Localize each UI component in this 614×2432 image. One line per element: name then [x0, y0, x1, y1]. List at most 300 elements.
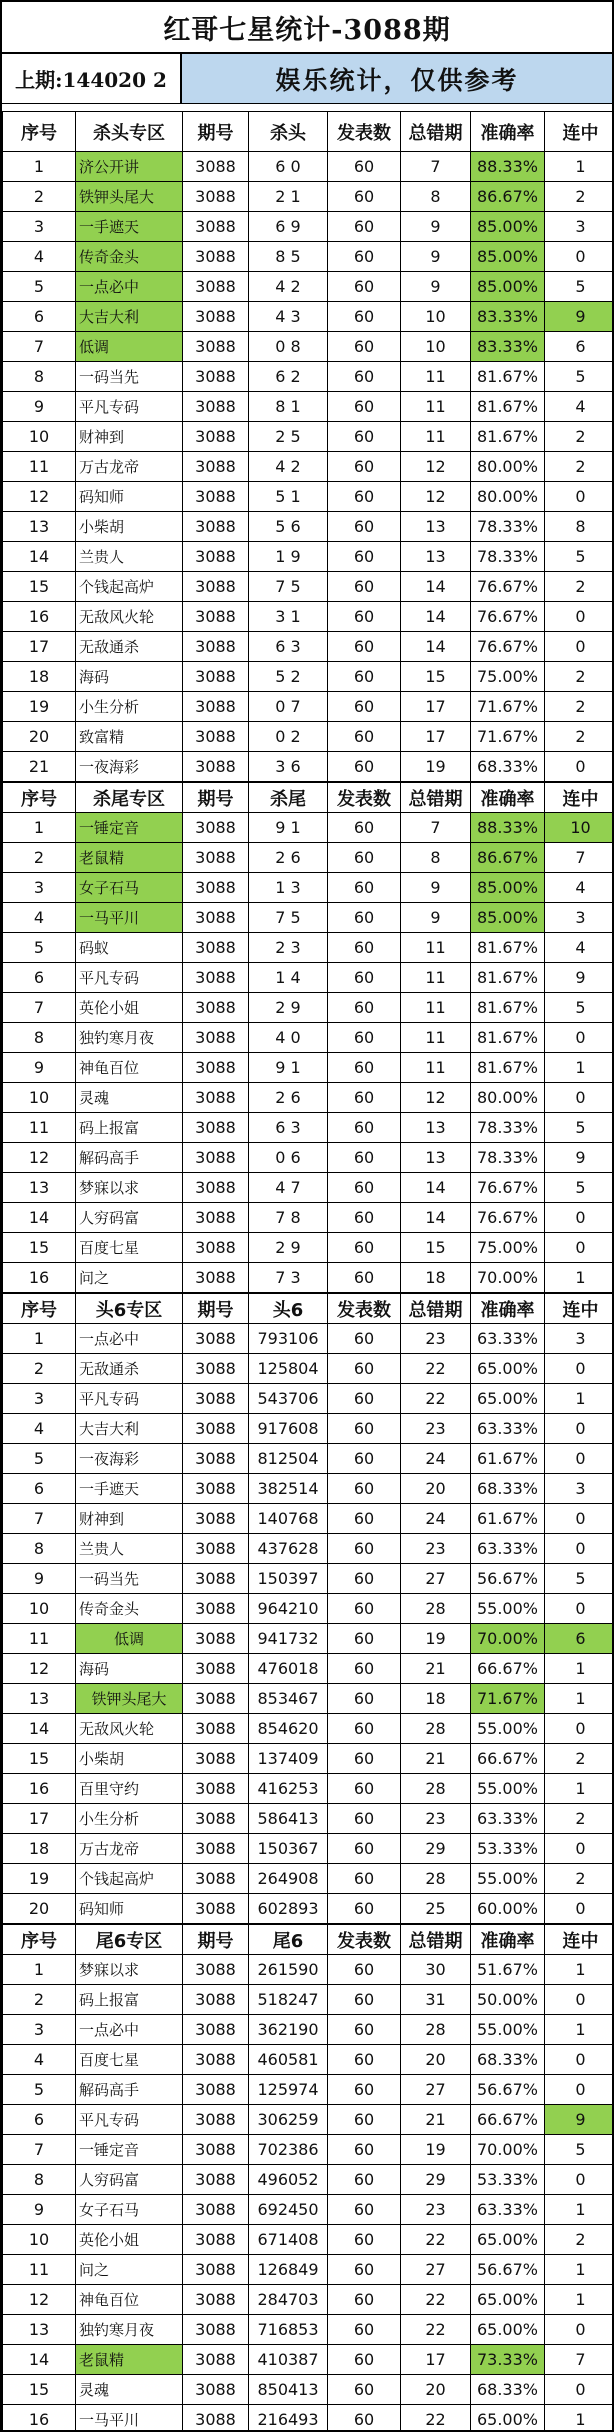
cell-errors: 11	[401, 933, 471, 963]
cell-issue: 3088	[183, 1864, 249, 1894]
kill-head-zone-table	[2, 111, 614, 782]
cell-published: 60	[328, 1624, 401, 1654]
cell-accuracy: 81.67%	[471, 422, 545, 452]
cell-issue: 3088	[183, 963, 249, 993]
cell-accuracy: 81.67%	[471, 392, 545, 422]
cell-issue: 3088	[183, 1444, 249, 1474]
cell-errors: 13	[401, 542, 471, 572]
cell-index: 12	[3, 1143, 76, 1173]
cell-published: 60	[328, 1444, 401, 1474]
cell-errors: 28	[401, 1714, 471, 1744]
cell-zone-name: 梦寐以求	[76, 1173, 183, 1203]
cell-errors: 27	[401, 1564, 471, 1594]
table-row	[3, 1504, 614, 1534]
cell-index: 15	[3, 2375, 76, 2405]
cell-issue: 3088	[183, 2075, 249, 2105]
cell-published: 60	[328, 993, 401, 1023]
cell-issue: 3088	[183, 1083, 249, 1113]
table-row	[3, 843, 614, 873]
cell-zone-name: 一点必中	[76, 1324, 183, 1354]
cell-zone-name: 济公开讲	[76, 152, 183, 182]
cell-errors: 28	[401, 1864, 471, 1894]
cell-value: 2 9	[249, 993, 328, 1023]
table-row	[3, 1143, 614, 1173]
cell-accuracy: 73.33%	[471, 2345, 545, 2375]
tail6-zone-table	[2, 1924, 614, 2432]
cell-issue: 3088	[183, 2105, 249, 2135]
cell-errors: 18	[401, 1684, 471, 1714]
cell-issue: 3088	[183, 1564, 249, 1594]
table-row	[3, 1384, 614, 1414]
cell-published: 60	[328, 1864, 401, 1894]
cell-streak: 10	[545, 813, 614, 843]
cell-accuracy: 81.67%	[471, 963, 545, 993]
cell-streak: 1	[545, 1263, 614, 1293]
table-row	[3, 212, 614, 242]
table-row	[3, 2135, 614, 2165]
cell-published: 60	[328, 933, 401, 963]
cell-accuracy: 63.33%	[471, 1534, 545, 1564]
cell-index: 17	[3, 1804, 76, 1834]
cell-zone-name: 独钓寒月夜	[76, 2315, 183, 2345]
cell-accuracy: 86.67%	[471, 182, 545, 212]
cell-value: 692450	[249, 2195, 328, 2225]
table-row	[3, 1233, 614, 1263]
cell-value: 264908	[249, 1864, 328, 1894]
cell-value: 5 6	[249, 512, 328, 542]
cell-issue: 3088	[183, 1894, 249, 1924]
cell-accuracy: 88.33%	[471, 813, 545, 843]
cell-issue: 3088	[183, 332, 249, 362]
cell-accuracy: 76.67%	[471, 1173, 545, 1203]
cell-errors: 23	[401, 2195, 471, 2225]
cell-published: 60	[328, 2225, 401, 2255]
cell-index: 10	[3, 1083, 76, 1113]
cell-accuracy: 56.67%	[471, 2255, 545, 2285]
cell-published: 60	[328, 1384, 401, 1414]
column-header: 准确率	[471, 1925, 545, 1955]
cell-index: 9	[3, 1564, 76, 1594]
cell-errors: 7	[401, 152, 471, 182]
table-row	[3, 632, 614, 662]
cell-streak: 9	[545, 2105, 614, 2135]
cell-accuracy: 70.00%	[471, 1263, 545, 1293]
cell-streak: 3	[545, 903, 614, 933]
column-header: 杀尾专区	[76, 783, 183, 813]
cell-errors: 13	[401, 1143, 471, 1173]
cell-zone-name: 一锤定音	[76, 813, 183, 843]
cell-index: 7	[3, 2135, 76, 2165]
cell-errors: 21	[401, 1744, 471, 1774]
cell-streak: 0	[545, 2165, 614, 2195]
cell-published: 60	[328, 1564, 401, 1594]
cell-errors: 25	[401, 1894, 471, 1924]
cell-zone-name: 致富精	[76, 722, 183, 752]
cell-accuracy: 81.67%	[471, 933, 545, 963]
cell-value: 2 6	[249, 1083, 328, 1113]
cell-zone-name: 传奇金头	[76, 1594, 183, 1624]
cell-published: 60	[328, 1654, 401, 1684]
cell-zone-name: 码蚁	[76, 933, 183, 963]
cell-zone-name: 大吉大利	[76, 302, 183, 332]
cell-streak: 0	[545, 1083, 614, 1113]
cell-issue: 3088	[183, 722, 249, 752]
cell-errors: 20	[401, 2045, 471, 2075]
cell-streak: 3	[545, 1474, 614, 1504]
cell-value: 5 2	[249, 662, 328, 692]
cell-accuracy: 60.00%	[471, 1894, 545, 1924]
cell-issue: 3088	[183, 993, 249, 1023]
cell-published: 60	[328, 1474, 401, 1504]
cell-streak: 2	[545, 2225, 614, 2255]
cell-value: 7 3	[249, 1263, 328, 1293]
cell-errors: 9	[401, 242, 471, 272]
table-row	[3, 963, 614, 993]
cell-zone-name: 老鼠精	[76, 2345, 183, 2375]
cell-zone-name: 平凡专码	[76, 963, 183, 993]
table-row	[3, 452, 614, 482]
cell-issue: 3088	[183, 272, 249, 302]
cell-zone-name: 万古龙帝	[76, 1834, 183, 1864]
cell-zone-name: 解码高手	[76, 1143, 183, 1173]
cell-published: 60	[328, 362, 401, 392]
cell-accuracy: 76.67%	[471, 1203, 545, 1233]
sub-header-row	[2, 54, 612, 104]
cell-index: 4	[3, 242, 76, 272]
cell-errors: 12	[401, 1083, 471, 1113]
column-header: 杀头专区	[76, 112, 183, 152]
cell-value: 2 9	[249, 1233, 328, 1263]
cell-value: 306259	[249, 2105, 328, 2135]
cell-streak: 0	[545, 2045, 614, 2075]
cell-zone-name: 码上报富	[76, 1985, 183, 2015]
cell-index: 16	[3, 2405, 76, 2432]
cell-published: 60	[328, 512, 401, 542]
cell-issue: 3088	[183, 1955, 249, 1985]
cell-value: 671408	[249, 2225, 328, 2255]
cell-value: 9 1	[249, 1053, 328, 1083]
cell-accuracy: 85.00%	[471, 873, 545, 903]
cell-streak: 1	[545, 2195, 614, 2225]
cell-value: 917608	[249, 1414, 328, 1444]
table-row	[3, 1744, 614, 1774]
column-header: 准确率	[471, 783, 545, 813]
cell-index: 11	[3, 452, 76, 482]
column-header: 序号	[3, 112, 76, 152]
cell-published: 60	[328, 2105, 401, 2135]
cell-errors: 14	[401, 602, 471, 632]
cell-streak: 2	[545, 692, 614, 722]
cell-accuracy: 80.00%	[471, 1083, 545, 1113]
head6-zone-table	[2, 1293, 614, 1924]
table-row	[3, 1864, 614, 1894]
cell-issue: 3088	[183, 1263, 249, 1293]
table-row	[3, 242, 614, 272]
cell-errors: 9	[401, 272, 471, 302]
cell-streak: 0	[545, 2075, 614, 2105]
cell-issue: 3088	[183, 1504, 249, 1534]
cell-issue: 3088	[183, 1804, 249, 1834]
cell-value: 0 8	[249, 332, 328, 362]
table-row	[3, 993, 614, 1023]
cell-issue: 3088	[183, 933, 249, 963]
cell-accuracy: 68.33%	[471, 1474, 545, 1504]
cell-index: 11	[3, 2255, 76, 2285]
cell-published: 60	[328, 2045, 401, 2075]
cell-issue: 3088	[183, 632, 249, 662]
cell-errors: 17	[401, 692, 471, 722]
cell-zone-name: 平凡专码	[76, 2105, 183, 2135]
cell-accuracy: 75.00%	[471, 1233, 545, 1263]
cell-accuracy: 56.67%	[471, 1564, 545, 1594]
cell-index: 4	[3, 1414, 76, 1444]
cell-accuracy: 65.00%	[471, 2315, 545, 2345]
cell-value: 362190	[249, 2015, 328, 2045]
cell-zone-name: 无敌通杀	[76, 632, 183, 662]
cell-issue: 3088	[183, 1173, 249, 1203]
cell-issue: 3088	[183, 1714, 249, 1744]
cell-value: 2 5	[249, 422, 328, 452]
cell-zone-name: 海码	[76, 662, 183, 692]
cell-value: 137409	[249, 1744, 328, 1774]
cell-value: 7 5	[249, 903, 328, 933]
column-header: 连中	[545, 1925, 614, 1955]
cell-streak: 0	[545, 1834, 614, 1864]
cell-value: 284703	[249, 2285, 328, 2315]
column-header: 总错期	[401, 112, 471, 152]
cell-streak: 0	[545, 1894, 614, 1924]
cell-zone-name: 海码	[76, 1654, 183, 1684]
table-row	[3, 1203, 614, 1233]
cell-published: 60	[328, 152, 401, 182]
cell-published: 60	[328, 542, 401, 572]
table-row	[3, 933, 614, 963]
cell-errors: 22	[401, 2315, 471, 2345]
cell-value: 2 3	[249, 933, 328, 963]
column-header: 期号	[183, 783, 249, 813]
cell-index: 16	[3, 1263, 76, 1293]
cell-zone-name: 解码高手	[76, 2075, 183, 2105]
cell-published: 60	[328, 873, 401, 903]
cell-published: 60	[328, 2135, 401, 2165]
column-header: 杀尾	[249, 783, 328, 813]
cell-accuracy: 83.33%	[471, 332, 545, 362]
cell-errors: 7	[401, 813, 471, 843]
cell-published: 60	[328, 1985, 401, 2015]
cell-zone-name: 人穷码富	[76, 1203, 183, 1233]
cell-errors: 28	[401, 1774, 471, 1804]
cell-streak: 0	[545, 1203, 614, 1233]
table-row	[3, 2045, 614, 2075]
cell-index: 12	[3, 2285, 76, 2315]
cell-published: 60	[328, 2255, 401, 2285]
cell-streak: 0	[545, 242, 614, 272]
cell-streak: 2	[545, 182, 614, 212]
cell-errors: 12	[401, 452, 471, 482]
table-row	[3, 1714, 614, 1744]
cell-index: 9	[3, 1053, 76, 1083]
cell-value: 4 2	[249, 452, 328, 482]
cell-index: 1	[3, 1955, 76, 1985]
cell-zone-name: 一马平川	[76, 903, 183, 933]
cell-index: 21	[3, 752, 76, 782]
cell-zone-name: 码上报富	[76, 1113, 183, 1143]
cell-zone-name: 一点必中	[76, 272, 183, 302]
cell-index: 8	[3, 362, 76, 392]
cell-index: 5	[3, 272, 76, 302]
cell-issue: 3088	[183, 1324, 249, 1354]
cell-accuracy: 65.00%	[471, 1384, 545, 1414]
cell-value: 416253	[249, 1774, 328, 1804]
cell-accuracy: 68.33%	[471, 2045, 545, 2075]
cell-zone-name: 一锤定音	[76, 2135, 183, 2165]
cell-errors: 22	[401, 2285, 471, 2315]
cell-accuracy: 81.67%	[471, 993, 545, 1023]
cell-streak: 0	[545, 1354, 614, 1384]
cell-zone-name: 小生分析	[76, 692, 183, 722]
cell-published: 60	[328, 1324, 401, 1354]
cell-zone-name: 一马平川	[76, 2405, 183, 2432]
cell-published: 60	[328, 422, 401, 452]
cell-index: 8	[3, 1023, 76, 1053]
cell-value: 586413	[249, 1804, 328, 1834]
column-header: 尾6	[249, 1925, 328, 1955]
cell-streak: 4	[545, 392, 614, 422]
cell-streak: 5	[545, 362, 614, 392]
cell-value: 261590	[249, 1955, 328, 1985]
cell-issue: 3088	[183, 692, 249, 722]
page-title: 红哥七星统计-3088期	[2, 2, 612, 54]
cell-streak: 0	[545, 752, 614, 782]
cell-issue: 3088	[183, 2135, 249, 2165]
column-header: 头6专区	[76, 1294, 183, 1324]
cell-index: 12	[3, 482, 76, 512]
cell-streak: 1	[545, 2405, 614, 2432]
cell-errors: 11	[401, 422, 471, 452]
cell-issue: 3088	[183, 2315, 249, 2345]
cell-index: 10	[3, 2225, 76, 2255]
cell-errors: 8	[401, 182, 471, 212]
cell-issue: 3088	[183, 2045, 249, 2075]
cell-errors: 9	[401, 873, 471, 903]
cell-accuracy: 63.33%	[471, 1324, 545, 1354]
column-header: 连中	[545, 112, 614, 152]
column-header: 尾6专区	[76, 1925, 183, 1955]
cell-zone-name: 梦寐以求	[76, 1955, 183, 1985]
table-row	[3, 2405, 614, 2432]
cell-index: 1	[3, 1324, 76, 1354]
cell-zone-name: 一码当先	[76, 1564, 183, 1594]
cell-zone-name: 兰贵人	[76, 542, 183, 572]
cell-published: 60	[328, 1143, 401, 1173]
cell-errors: 11	[401, 1023, 471, 1053]
cell-zone-name: 女子石马	[76, 873, 183, 903]
cell-issue: 3088	[183, 2225, 249, 2255]
table-row	[3, 512, 614, 542]
column-header: 序号	[3, 783, 76, 813]
cell-errors: 23	[401, 1414, 471, 1444]
cell-issue: 3088	[183, 2375, 249, 2405]
cell-errors: 13	[401, 1113, 471, 1143]
cell-accuracy: 65.00%	[471, 2225, 545, 2255]
cell-index: 10	[3, 422, 76, 452]
cell-zone-name: 无敌风火轮	[76, 1714, 183, 1744]
cell-published: 60	[328, 2345, 401, 2375]
cell-errors: 19	[401, 752, 471, 782]
cell-errors: 27	[401, 2255, 471, 2285]
table-row	[3, 1594, 614, 1624]
cell-errors: 11	[401, 993, 471, 1023]
cell-streak: 9	[545, 963, 614, 993]
cell-published: 60	[328, 1203, 401, 1233]
cell-zone-name: 灵魂	[76, 2375, 183, 2405]
cell-index: 11	[3, 1113, 76, 1143]
cell-errors: 17	[401, 2345, 471, 2375]
cell-streak: 1	[545, 2285, 614, 2315]
cell-index: 18	[3, 1834, 76, 1864]
cell-index: 17	[3, 632, 76, 662]
cell-issue: 3088	[183, 1384, 249, 1414]
table-row	[3, 1053, 614, 1083]
cell-issue: 3088	[183, 1684, 249, 1714]
cell-value: 216493	[249, 2405, 328, 2432]
cell-errors: 24	[401, 1444, 471, 1474]
table-row	[3, 1564, 614, 1594]
header-row	[3, 1925, 614, 1955]
cell-zone-name: 兰贵人	[76, 1534, 183, 1564]
cell-errors: 29	[401, 1834, 471, 1864]
cell-errors: 31	[401, 1985, 471, 2015]
cell-value: 543706	[249, 1384, 328, 1414]
cell-accuracy: 76.67%	[471, 572, 545, 602]
cell-issue: 3088	[183, 1113, 249, 1143]
cell-issue: 3088	[183, 452, 249, 482]
cell-value: 2 6	[249, 843, 328, 873]
table-row	[3, 1894, 614, 1924]
cell-index: 2	[3, 843, 76, 873]
cell-errors: 13	[401, 512, 471, 542]
cell-errors: 11	[401, 392, 471, 422]
table-row	[3, 1474, 614, 1504]
cell-zone-name: 传奇金头	[76, 242, 183, 272]
cell-value: 6 2	[249, 362, 328, 392]
cell-index: 10	[3, 1594, 76, 1624]
cell-index: 3	[3, 212, 76, 242]
cell-zone-name: 低调	[76, 332, 183, 362]
cell-streak: 4	[545, 873, 614, 903]
cell-accuracy: 85.00%	[471, 272, 545, 302]
cell-index: 2	[3, 182, 76, 212]
cell-errors: 23	[401, 1804, 471, 1834]
cell-value: 125974	[249, 2075, 328, 2105]
cell-zone-name: 英伦小姐	[76, 2225, 183, 2255]
cell-streak: 1	[545, 1955, 614, 1985]
column-header: 准确率	[471, 112, 545, 152]
cell-issue: 3088	[183, 843, 249, 873]
cell-published: 60	[328, 1023, 401, 1053]
header-row	[3, 783, 614, 813]
cell-published: 60	[328, 1113, 401, 1143]
cell-streak: 2	[545, 572, 614, 602]
cell-issue: 3088	[183, 2285, 249, 2315]
cell-value: 518247	[249, 1985, 328, 2015]
cell-streak: 9	[545, 1143, 614, 1173]
cell-zone-name: 人穷码富	[76, 2165, 183, 2195]
cell-accuracy: 71.67%	[471, 692, 545, 722]
cell-zone-name: 小生分析	[76, 1804, 183, 1834]
cell-errors: 9	[401, 212, 471, 242]
cell-published: 60	[328, 662, 401, 692]
